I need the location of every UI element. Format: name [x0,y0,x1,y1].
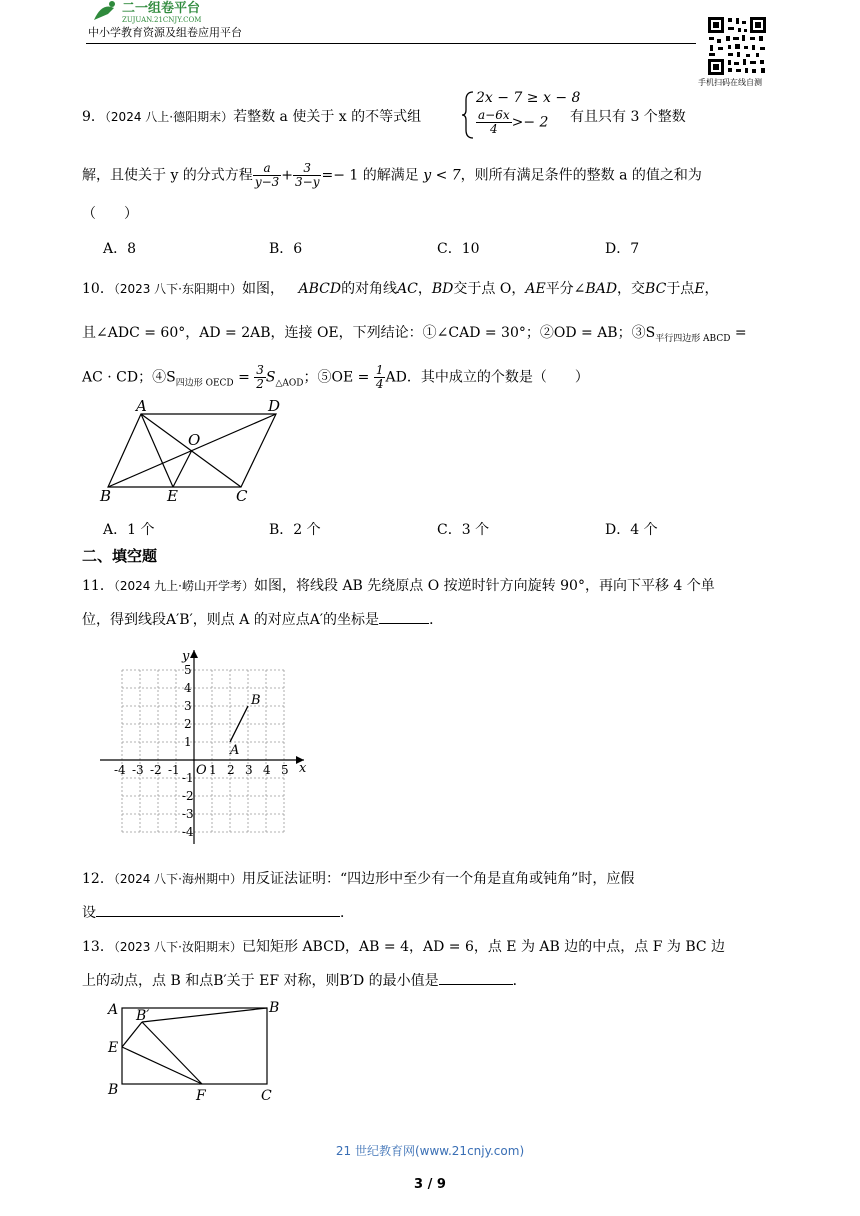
x-tick-label: 3 [245,763,253,777]
segment-ab [230,706,248,742]
label-o: O [188,431,201,449]
header-subtitle: 中小学教育资源及组卷应用平台 [88,26,242,39]
y-tick-label: -4 [182,825,194,839]
q9-ineq-2 [476,109,548,136]
header-logo [88,0,268,24]
q12-answer-blank[interactable] [96,904,340,917]
q13-text2: 上的动点，点 B 和点B′关于 EF 对称，则B′D 的最小值是 [82,973,439,989]
q9-paren: （ ） [82,206,138,222]
q10-eq: = [233,369,255,386]
q9-option-a[interactable]: A．8 [103,241,137,257]
q9-text4: ，则所有满足条件的整数 a 的值之和为 [460,167,702,184]
page-number: 3 / 9 [414,1177,446,1192]
q11-number: 11． [82,578,114,594]
q12-line2 [82,902,354,922]
q10-math-e: E [694,281,705,297]
y-tick-label: 2 [184,717,192,731]
y-axis-arrow-icon [190,650,198,658]
q10-text-d: 交于点 O， [453,281,526,297]
x-tick-label: 4 [263,763,271,777]
q9-text: 若整数 a 使关于 x 的不等式组 [233,109,422,125]
q11-end: ． [429,612,444,628]
label-b: B [108,1082,119,1098]
q10-sub-oecd: 四边形 OECD [175,378,234,389]
q10-math-bad: BAD [585,281,618,297]
y-tick-label: 1 [184,735,192,749]
q9-option-b[interactable]: B．6 [269,241,303,257]
label-c: C [236,487,248,504]
q9-line1 [82,106,421,126]
segment-eb-prime [122,1022,142,1047]
y-tick-label: 4 [184,681,192,695]
label-b-prime: B′ [136,1008,150,1024]
point-a-label: A [230,743,240,758]
q10-sub-abcd: 平行四边形 ABCD [655,333,731,344]
x-tick-label: 5 [281,763,289,777]
y-tick-label: -1 [182,771,194,785]
q9-eq-frac1-num: a [253,162,281,176]
q10-text-b: 的对角线 [341,281,398,297]
q9-option-c[interactable]: C．10 [437,241,480,257]
q9-inequality-system [460,90,581,140]
header-rule [86,43,696,44]
segment-b-prime-d [142,1008,267,1022]
q12-text2: 设 [82,905,96,921]
label-f: F [196,1088,206,1104]
q11-source-tag: （2024 九上·崂山开学考） [113,579,254,593]
q10-source-tag: （2023 八下·东阳期中） [113,282,242,296]
q12-text1: 用反证法证明：“四边形中至少有一个角是直角或钝角”时，应假 [242,871,635,887]
q10-math-bd: BD [431,281,454,297]
q10-text-c: ， [417,281,432,297]
q13-end: ． [512,973,527,989]
q9-eq-frac2-num: 3 [293,162,321,176]
q9-line2 [82,162,702,189]
q13-line2 [82,970,527,990]
q13-source-tag: （2023 八下·汝阳期末） [113,940,242,954]
q10-math-ae: AE [525,281,546,297]
q12-end: ． [340,905,354,921]
y-tick-label: -3 [182,807,194,821]
segment-ef [122,1047,202,1084]
point-b-label: B [251,693,261,708]
logo-title: 二一组卷平台 [122,1,201,16]
q9-frac-den: 4 [489,122,498,136]
q10-line2 [82,322,747,344]
q10-frac-num: 3 [256,363,264,377]
q10-option-d[interactable]: D．4 个 [605,522,658,538]
origin-label: O [196,763,207,778]
q10-frac2-num: 1 [375,363,384,377]
q9-ineq-1: 2x − 7 ≥ x − 8 [476,90,581,106]
q11-line2 [82,609,443,629]
q9-text2: 有且只有 3 个整数 [570,109,686,125]
q10-number: 10． [82,281,114,297]
x-tick-label: -2 [150,763,162,777]
label-a: A [136,400,147,415]
q10-text-f: ，交 [617,281,646,297]
y-tick-label: -2 [182,789,194,803]
q9-frac-num: a−6x [478,108,510,122]
label-e: E [108,1040,119,1056]
q10-parallelogram-figure [96,400,296,504]
section-fill-in-title: 二、填空题 [82,547,158,565]
q10-frac-den: 2 [256,377,264,391]
q9-eq-rest: =− 1 的解满足 [321,167,419,184]
q10-line3 [82,364,589,391]
q11-line1 [82,575,715,595]
segment-oe [173,450,192,487]
segment-b-prime-f [142,1022,202,1084]
x-tick-label: -3 [132,763,144,777]
logo-url: ZUJUAN.21CNJY.COM [122,16,202,24]
q10-math-bc: BC [645,281,667,297]
y-tick-label: 5 [184,663,192,677]
footer-link[interactable]: 21 世纪教育网(www.21cnjy.com) [335,1144,525,1158]
q10-sub-aod: △AOD [275,378,304,389]
q13-line1 [82,936,725,956]
q12-line1 [82,868,634,888]
q10-text-h: ， [704,281,719,297]
label-e: E [167,487,178,504]
q9-eq-frac2-den: 3−y [295,175,320,189]
label-c: C [261,1088,272,1104]
label-a: A [108,1002,119,1018]
q9-number: 9． [82,109,105,125]
q10-question-end: AD．其中成立的个数是（ ） [385,369,589,386]
label-b: B [100,487,112,504]
q11-coordinate-grid [100,646,310,848]
q10-text-e: 平分∠ [545,281,586,297]
q9-eq-plus: + [281,167,294,184]
q10-conclusions-2: AC · CD；④S [82,369,176,386]
q11-answer-blank[interactable] [379,611,429,624]
q13-number: 13． [82,939,114,955]
x-tick-label: 1 [209,763,217,777]
q12-source-tag: （2024 八下·海州期中） [113,872,242,886]
q9-eq-frac1-den: y−3 [254,175,280,189]
q10-text-a: 如图， [242,281,284,297]
q10-line2-end: = [730,325,747,341]
q10-option-c[interactable]: C．3 个 [437,522,490,538]
y-tick-label: 3 [184,699,192,713]
axis-y-label: y [182,649,190,664]
q11-text1: 如图，将线段 AB 先绕原点 O 按逆时针方向旋转 90°，再向下平移 4 个单 [254,578,715,594]
runner-logo-icon [88,0,268,24]
q10-option-b[interactable]: B．2 个 [269,522,321,538]
q9-condition: y < 7 [423,167,461,184]
q9-text3: 解，且使关于 y 的分式方程 [82,167,253,184]
q10-conclusion-5: ；⑤OE = [303,369,374,386]
q9-source-tag: （2024 八上·德阳期末） [104,110,234,124]
q12-number: 12． [82,871,114,887]
q9-ineq-2-rest: >− 2 [511,114,549,131]
qr-code-icon [706,15,768,77]
qr-code[interactable] [706,15,768,77]
q13-rectangle-figure [104,998,290,1106]
q10-line1 [82,278,719,298]
x-tick-label: -1 [168,763,180,777]
left-brace-icon [460,90,476,140]
q13-text1: 已知矩形 ABCD，AB = 4，AD = 6，点 E 为 AB 边的中点，点 F 为 BC 边 [242,939,726,955]
q10-frac2-den: 4 [375,377,384,391]
q10-math-ac: AC [397,281,418,297]
q10-text-g: 于点 [666,281,695,297]
q13-answer-blank[interactable] [439,972,513,985]
label-d: D [268,400,281,415]
label-top-right: B [269,1000,280,1016]
axis-x-label: x [299,761,307,776]
q10-conclusions-1: 且∠ADC = 60°，AD = 2AB，连接 OE，下列结论：①∠CAD = 30°；②OD = AB；③S [82,325,656,341]
q10-option-a[interactable]: A．1 个 [103,522,155,538]
q9-option-d[interactable]: D．7 [605,241,640,257]
qr-caption: 手机扫码在线自测 [698,78,762,87]
x-tick-label: -4 [114,763,126,777]
q11-text2: 位，得到线段A′B′，则点 A 的对应点A′的坐标是 [82,612,380,628]
q10-s: S [265,369,276,386]
q10-math-abcd: ABCD [298,281,342,297]
x-tick-label: 2 [227,763,235,777]
